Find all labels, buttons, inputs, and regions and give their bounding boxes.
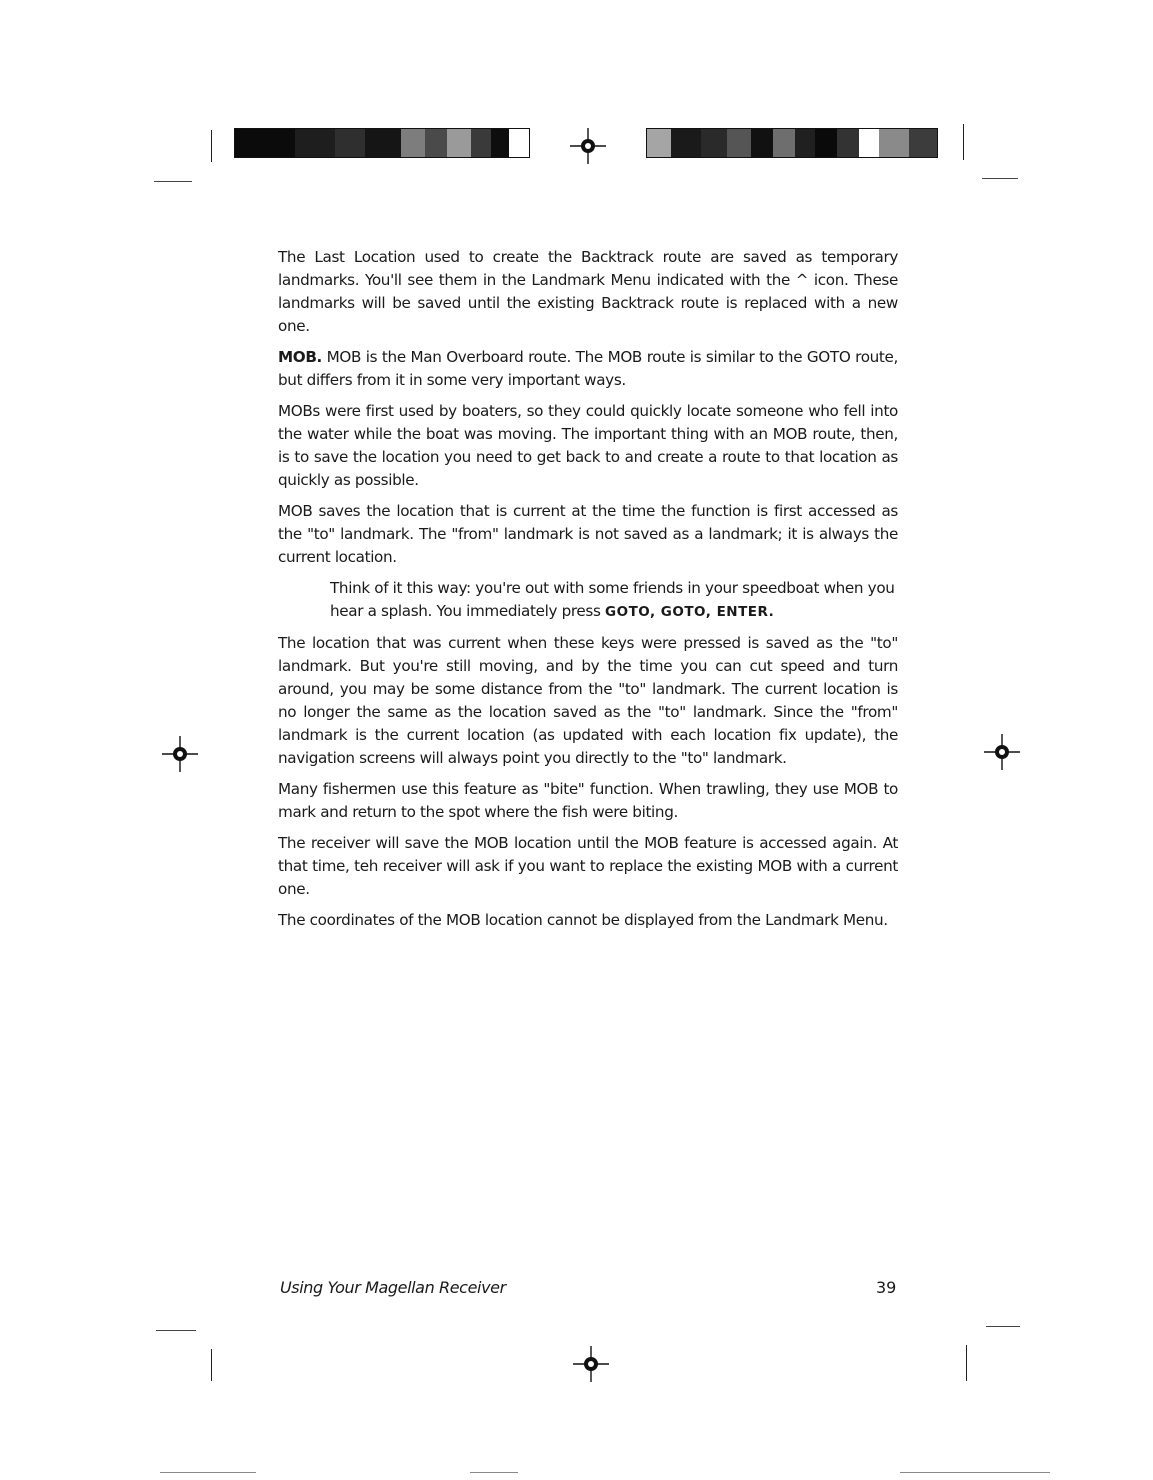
crop-mark-top-left [211,130,212,162]
crosshair-registration-icon [984,734,1020,770]
paragraph-coordinates: The coordinates of the MOB location cannot be displayed from the Landmark Menu. [278,911,888,929]
registration-bar-left [234,128,530,158]
paragraph-receiver-save: The receiver will save the MOB location until the MOB feature is accessed again. At that time, teh receiver will ask if you want to replace the existing MOB with a current one. [278,834,898,898]
crosshair-registration-icon [162,736,198,772]
crop-mark-bottom-right-h [986,1326,1020,1327]
crop-mark-top-right-h [982,178,1018,179]
scan-line [900,1472,1050,1473]
crop-mark-bottom-left [211,1349,212,1381]
registration-bar-right [646,128,938,158]
crop-mark-bottom-left-h [156,1330,196,1331]
paragraph-mob-saves: MOB saves the location that is current at the time the function is first accessed as the "to" landmark. The "from" landmark is not saved as a landmark; it is always the current location. [278,502,898,566]
scan-line [470,1472,518,1473]
paragraph-example: Think of it this way: you're out with some friends in your speedboat when you hear a splash. You immediately press GOTO, GOTO, ENTER. [330,579,895,620]
footer-title: Using Your Magellan Receiver [280,1278,506,1297]
page-number: 39 [876,1278,897,1297]
crop-mark-top-left-h [154,181,192,182]
crosshair-registration-icon [570,128,606,164]
crop-mark-top-right [963,124,964,160]
page-body [278,246,898,940]
paragraph-mob-intro: MOB. MOB is the Man Overboard route. The MOB route is similar to the GOTO route, but differs from it in some very important ways. [278,348,898,389]
mob-heading: MOB. [278,348,322,366]
key-sequence: GOTO, GOTO, ENTER. [605,604,775,620]
crosshair-registration-icon [573,1346,609,1382]
paragraph-fishermen: Many fishermen use this feature as "bite" function. When trawling, they use MOB to mark and return to the spot where the fish were biting. [278,780,898,821]
paragraph-backtrack: The Last Location used to create the Backtrack route are saved as temporary landmarks. You'll see them in the Landmark Menu indicated with the ^ icon. These landmarks will be saved until the existing Backtrack route is replaced with a new one. [278,248,898,335]
paragraph-mob-history: MOBs were first used by boaters, so they could quickly locate someone who fell into the water while the boat was moving. The important thing with an MOB route, then, is to save the location you need to get back to and create a route to that location as quickly as possible. [278,402,898,489]
crop-mark-bottom-right [966,1345,967,1381]
scan-line [160,1472,256,1473]
paragraph-location-current: The location that was current when these keys were pressed is saved as the "to" landmark. But you're still moving, and by the time you can cut speed and turn around, you may be some distance from the "to" landmark. The current location is no longer the same as the location saved as the "to" landmark. Since the "from" landmark is the current location (as updated with each location fix update), the navigation screens will always point you directly to the "to" landmark. [278,634,898,767]
